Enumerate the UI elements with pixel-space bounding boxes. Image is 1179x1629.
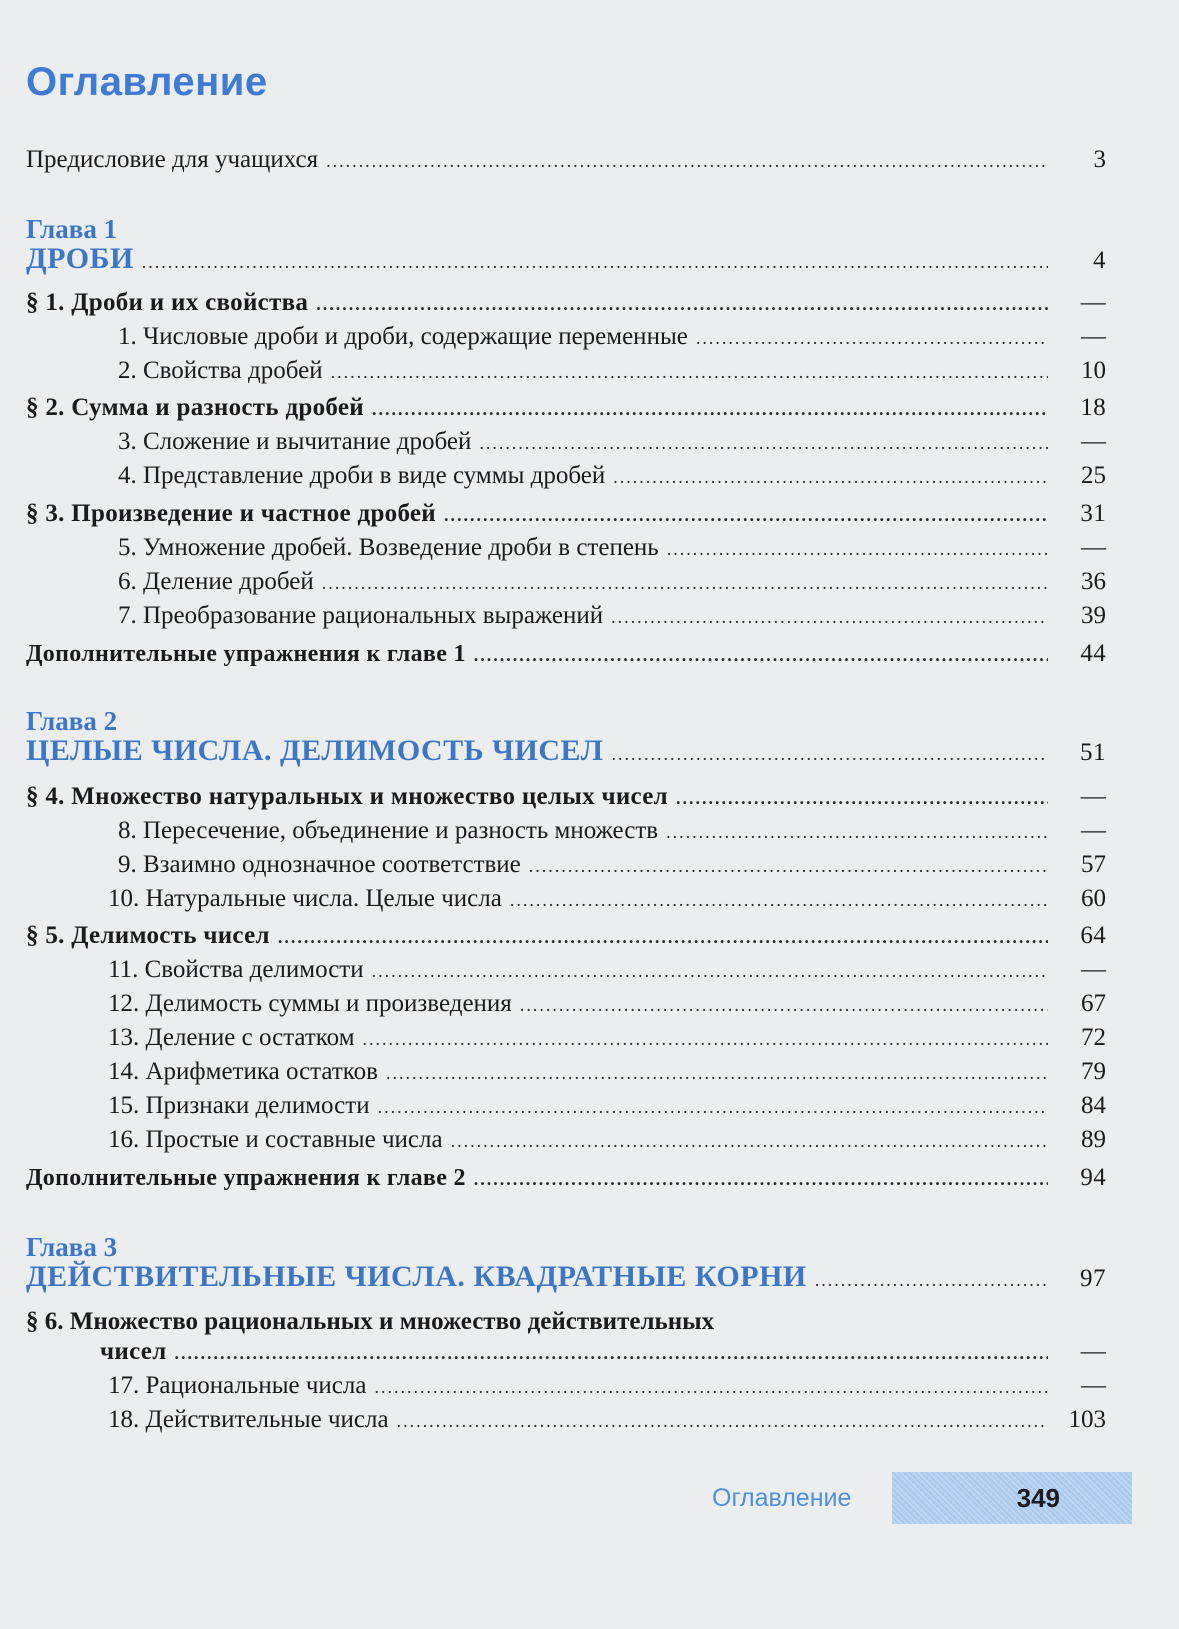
toc-entry-text: 3. Сложение и вычитание дробей: [118, 428, 472, 455]
toc-page-number: 103: [1068, 1406, 1106, 1433]
toc-entry-text: 8. Пересечение, объединение и разность множеств: [118, 817, 659, 844]
dot-leader: [444, 505, 1048, 526]
toc-entry-section[interactable]: [100, 1338, 1106, 1372]
dot-leader: [142, 252, 1048, 273]
dot-leader: [374, 1377, 1048, 1398]
toc-entry-text: § 4. Множество натуральных и множество целых чисел: [26, 783, 668, 810]
dot-leader: [363, 1029, 1048, 1050]
dot-leader: [278, 927, 1048, 948]
toc-entry-section-6-line1[interactable]: § 6. Множество рациональных и множество действительных: [26, 1308, 715, 1335]
dot-leader: [676, 788, 1048, 809]
toc-page-number: 97: [1080, 1265, 1106, 1292]
dot-leader: [372, 961, 1048, 982]
chapter-2-label: Глава 2: [26, 706, 118, 736]
toc-page-number: 25: [1081, 462, 1106, 489]
toc-entry-section[interactable]: [26, 394, 1106, 428]
toc-page-number: 60: [1081, 885, 1106, 912]
chapter-title: ДЕЙСТВИТЕЛЬНЫЕ ЧИСЛА. КВАДРАТНЫЕ КОРНИ: [26, 1260, 807, 1293]
toc-entry-text: 10. Натуральные числа. Целые числа: [108, 885, 502, 912]
toc-entry-text: 5. Умножение дробей. Возведение дроби в степень: [118, 534, 659, 561]
toc-page-number: 79: [1081, 1058, 1106, 1085]
dot-leader: [331, 362, 1048, 383]
dot-leader: [510, 890, 1048, 911]
dot-leader: [520, 995, 1048, 1016]
toc-page-number: 94: [1080, 1164, 1106, 1191]
chapter-title: ДРОБИ: [26, 242, 134, 275]
dot-leader: [815, 1270, 1048, 1291]
toc-entry-text: § 3. Произведение и частное дробей: [26, 500, 437, 527]
toc-page-number: 10: [1081, 357, 1106, 384]
dot-leader: [612, 744, 1048, 765]
toc-entry-chapter-3[interactable]: [26, 1260, 1106, 1294]
toc-entry-text: § 2. Сумма и разность дробей: [26, 394, 364, 421]
toc-page-number: 57: [1081, 851, 1106, 878]
footer-page-number: 349: [1016, 1483, 1060, 1513]
toc-page-number: 36: [1081, 568, 1106, 595]
chapter-title: ЦЕЛЫЕ ЧИСЛА. ДЕЛИМОСТЬ ЧИСЕЛ: [26, 734, 604, 767]
toc-entry-topic[interactable]: [118, 357, 1106, 391]
toc-entry-topic[interactable]: [118, 428, 1106, 462]
toc-entry-text: 11. Свойства делимости: [108, 956, 364, 983]
toc-entry-text: Предисловие для учащихся: [26, 146, 319, 173]
toc-entry-section[interactable]: [26, 783, 1106, 817]
dot-leader: [667, 539, 1048, 560]
toc-page-number: —: [1081, 428, 1106, 455]
toc-entry-section[interactable]: [26, 922, 1106, 956]
toc-page-number: 39: [1081, 602, 1106, 629]
toc-page-number: 72: [1081, 1024, 1106, 1051]
dot-leader: [175, 1343, 1048, 1364]
dot-leader: [474, 645, 1048, 666]
dot-leader: [479, 433, 1048, 454]
dot-leader: [474, 1169, 1048, 1190]
toc-page-number: —: [1080, 1338, 1106, 1365]
dot-leader: [316, 294, 1048, 315]
toc-entry-topic[interactable]: [108, 1092, 1106, 1126]
toc-page-number: 3: [1093, 146, 1106, 173]
toc-entry-text: § 5. Делимость чисел: [26, 922, 270, 949]
toc-entry-text: Дополнительные упражнения к главе 1: [26, 641, 466, 667]
toc-page-number: —: [1081, 956, 1106, 983]
toc-entry-section[interactable]: [26, 500, 1106, 534]
toc-entry-extra-exercises-1[interactable]: [26, 640, 1106, 674]
toc-page-number: 89: [1081, 1126, 1106, 1153]
toc-entry-topic[interactable]: [108, 1058, 1106, 1092]
toc-page-number: 44: [1080, 640, 1106, 667]
dot-leader: [372, 399, 1048, 420]
toc-entry-topic[interactable]: [108, 1126, 1106, 1160]
dot-leader: [397, 1411, 1048, 1432]
dot-leader: [326, 151, 1048, 172]
toc-entry-topic[interactable]: [108, 1406, 1106, 1440]
toc-page-number: 4: [1093, 247, 1106, 274]
toc-page-number: —: [1081, 817, 1106, 844]
toc-entry-text: 13. Деление с остатком: [108, 1024, 355, 1051]
toc-entry-text: 1. Числовые дроби и дроби, содержащие переменные: [118, 323, 688, 350]
toc-entry-topic[interactable]: [118, 817, 1106, 851]
toc-entry-preface[interactable]: [26, 146, 1106, 180]
toc-entry-text: 2. Свойства дробей: [118, 357, 323, 384]
toc-entry-text: 9. Взаимно однозначное соответствие: [118, 851, 521, 878]
toc-entry-topic[interactable]: [118, 534, 1106, 568]
toc-entry-text: 18. Действительные числа: [108, 1406, 389, 1433]
toc-entry-text: 14. Арифметика остатков: [108, 1058, 378, 1085]
toc-entry-extra-exercises-2[interactable]: [26, 1164, 1106, 1198]
toc-entry-topic[interactable]: [118, 568, 1106, 602]
toc-entry-section[interactable]: [26, 289, 1106, 323]
toc-entry-text: 4. Представление дроби в виде суммы дробей: [118, 462, 606, 489]
toc-entry-text: Дополнительные упражнения к главе 2: [26, 1165, 466, 1191]
toc-page-number: 64: [1080, 922, 1106, 949]
toc-page-number: 84: [1081, 1092, 1106, 1119]
toc-entry-topic[interactable]: [108, 885, 1106, 919]
toc-page-number: 31: [1080, 500, 1106, 527]
dot-leader: [451, 1131, 1048, 1152]
toc-page-number: 51: [1080, 739, 1106, 766]
toc-entry-chapter-1[interactable]: [26, 242, 1106, 276]
dot-leader: [611, 607, 1048, 628]
page-title: Оглавление: [26, 60, 268, 104]
toc-page-number: —: [1080, 783, 1106, 810]
dot-leader: [613, 467, 1048, 488]
toc-page-number: —: [1081, 1372, 1106, 1399]
toc-entry-chapter-2[interactable]: [26, 734, 1106, 768]
toc-page-number: —: [1081, 323, 1106, 350]
dot-leader: [322, 573, 1048, 594]
toc-entry-text: чисел: [100, 1338, 167, 1365]
dot-leader: [529, 856, 1048, 877]
toc-entry-text: 17. Рациональные числа: [108, 1372, 367, 1399]
dot-leader: [696, 328, 1048, 349]
toc-page-number: —: [1081, 534, 1106, 561]
dot-leader: [386, 1063, 1048, 1084]
toc-entry-topic[interactable]: [118, 462, 1106, 496]
footer-section-label: Оглавление: [712, 1484, 852, 1512]
dot-leader: [666, 822, 1048, 843]
toc-page-number: 18: [1080, 394, 1106, 421]
dot-leader: [378, 1097, 1048, 1118]
toc-entry-topic[interactable]: [108, 956, 1106, 990]
chapter-1-label: Глава 1: [26, 214, 118, 244]
toc-entry-topic[interactable]: [108, 1024, 1106, 1058]
toc-entry-topic[interactable]: [108, 990, 1106, 1024]
toc-page-number: —: [1080, 289, 1106, 316]
toc-entry-text: § 1. Дроби и их свойства: [26, 289, 309, 316]
toc-entry-text: 15. Признаки делимости: [108, 1092, 370, 1119]
toc-entry-topic[interactable]: [118, 851, 1106, 885]
toc-entry-text: 12. Делимость суммы и произведения: [108, 990, 512, 1017]
chapter-3-label: Глава 3: [26, 1232, 118, 1262]
toc-entry-topic[interactable]: [118, 323, 1106, 357]
toc-entry-text: 16. Простые и составные числа: [108, 1126, 443, 1153]
toc-entry-text: 6. Деление дробей: [118, 568, 314, 595]
toc-entry-topic[interactable]: [118, 602, 1106, 636]
toc-entry-topic[interactable]: [108, 1372, 1106, 1406]
toc-page-number: 67: [1081, 990, 1106, 1017]
toc-entry-text: 7. Преобразование рациональных выражений: [118, 602, 604, 629]
